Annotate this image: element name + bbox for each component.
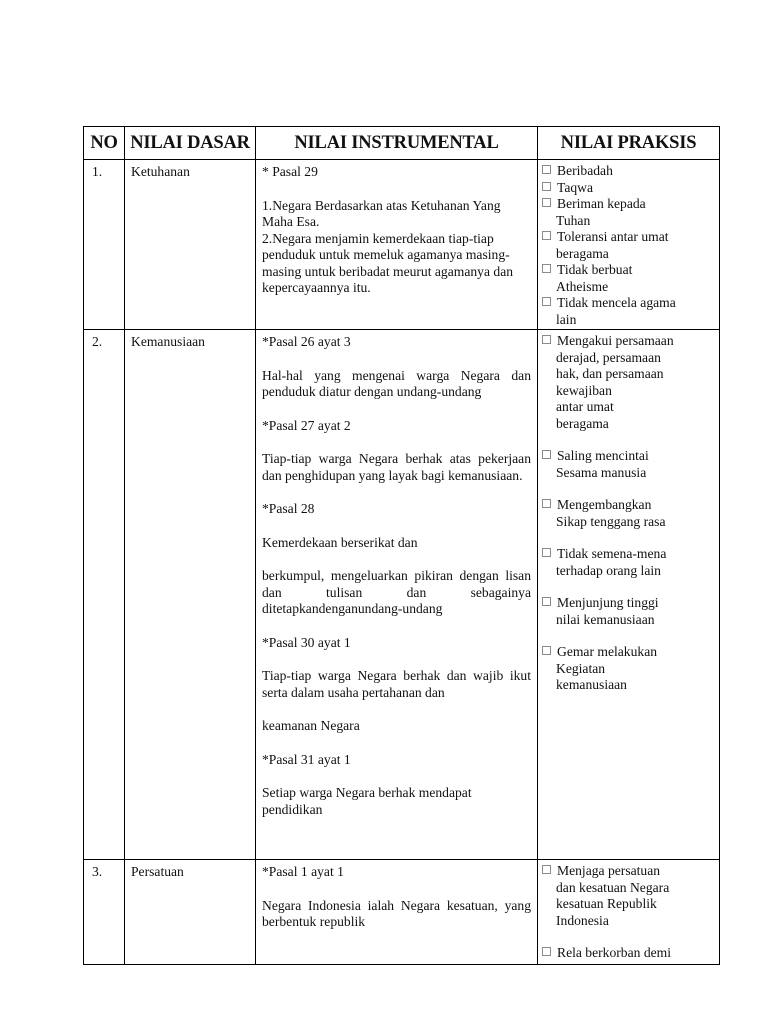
instrumental-text: berkumpul, mengeluarkan pikiran dengan lisan dan tulisan dan sebagainya bbox=[262, 568, 531, 600]
instrumental-text: keamanan Negara bbox=[262, 718, 360, 733]
list-item: Taqwa bbox=[542, 180, 715, 197]
list-item: Menjaga persatuan dan kesatuan Negara kesatuan Republik Indonesia bbox=[542, 863, 715, 929]
list-item: Tidak mencela agama lain bbox=[542, 295, 715, 328]
checkbox-bullet-icon bbox=[542, 335, 551, 344]
pasal-heading: * Pasal 29 bbox=[262, 164, 318, 179]
list-item: Tidak semena-mena terhadap orang lain bbox=[542, 546, 715, 579]
pasal-heading: *Pasal 30 ayat 1 bbox=[262, 634, 351, 650]
checkbox-bullet-icon bbox=[542, 198, 551, 207]
checkbox-bullet-icon bbox=[542, 297, 551, 306]
table-row bbox=[84, 160, 720, 330]
instrumental-text: 2.Negara menjamin kemerdekaan tiap-tiap penduduk untuk memeluk agamanya masing-masing untuk beribadat meurut agamanya dan kepercayaannya itu. bbox=[262, 230, 514, 295]
header-no: NO bbox=[84, 127, 125, 160]
row-number: 1. bbox=[84, 160, 125, 330]
instrumental-text: ditetapkandenganundang-undang bbox=[262, 601, 443, 616]
pasal-heading: *Pasal 26 ayat 3 bbox=[262, 334, 351, 349]
nilai-dasar-cell: Persatuan bbox=[125, 860, 256, 965]
instrumental-text: Negara Indonesia ialah Negara kesatuan, yang berbentuk republik bbox=[262, 897, 531, 929]
checkbox-bullet-icon bbox=[542, 182, 551, 191]
nilai-instrumental-cell bbox=[256, 160, 538, 330]
checkbox-bullet-icon bbox=[542, 231, 551, 240]
checkbox-bullet-icon bbox=[542, 165, 551, 174]
list-item: Beriman kepada Tuhan bbox=[542, 196, 715, 229]
checkbox-bullet-icon bbox=[542, 548, 551, 557]
list-item: Beribadah bbox=[542, 163, 715, 180]
row-number: 2. bbox=[84, 330, 125, 860]
instrumental-text: Setiap warga Negara berhak mendapat pendidikan bbox=[262, 785, 472, 817]
list-item: Tidak berbuat Atheisme bbox=[542, 262, 715, 295]
header-nilai-instrumental: NILAI INSTRUMENTAL bbox=[256, 127, 538, 160]
checkbox-bullet-icon bbox=[542, 499, 551, 508]
header-nilai-praksis: NILAI PRAKSIS bbox=[538, 127, 720, 160]
checkbox-bullet-icon bbox=[542, 597, 551, 606]
nilai-dasar-cell: Kemanusiaan bbox=[125, 330, 256, 860]
nilai-instrumental-cell bbox=[256, 330, 538, 860]
list-item: Saling mencintai Sesama manusia bbox=[542, 448, 715, 481]
checkbox-bullet-icon bbox=[542, 264, 551, 273]
nilai-dasar-cell: Ketuhanan bbox=[125, 160, 256, 330]
checkbox-bullet-icon bbox=[542, 450, 551, 459]
nilai-instrumental-cell bbox=[256, 860, 538, 965]
instrumental-text: Hal-hal yang mengenai warga Negara dan penduduk diatur dengan undang-undang bbox=[262, 367, 531, 399]
checkbox-bullet-icon bbox=[542, 865, 551, 874]
pasal-heading: *Pasal 1 ayat 1 bbox=[262, 864, 344, 879]
nilai-praksis-cell bbox=[538, 160, 720, 330]
header-row bbox=[84, 127, 720, 160]
instrumental-text: Tiap-tiap warga Negara berhak dan wajib ikut serta dalam usaha pertahanan dan bbox=[262, 668, 531, 700]
list-item: Menjunjung tinggi nilai kemanusiaan bbox=[542, 595, 715, 628]
header-nilai-dasar: NILAI DASAR bbox=[125, 127, 256, 160]
pasal-heading: *Pasal 27 ayat 2 bbox=[262, 417, 351, 433]
list-item: Mengakui persamaan derajad, persamaan hak, dan persamaan kewajiban antar umat beragama bbox=[542, 333, 715, 432]
instrumental-text: 1.Negara Berdasarkan atas Ketuhanan Yang Maha Esa. bbox=[262, 197, 501, 229]
row-number: 3. bbox=[84, 860, 125, 965]
checkbox-bullet-icon bbox=[542, 646, 551, 655]
nilai-praksis-cell bbox=[538, 330, 720, 860]
list-item: Rela berkorban demi bbox=[542, 945, 715, 962]
checkbox-bullet-icon bbox=[542, 947, 551, 956]
pasal-heading: *Pasal 28 bbox=[262, 501, 315, 516]
instrumental-text: Tiap-tiap warga Negara berhak atas pekerjaan dan penghidupan yang layak bagi kemanusiaan. bbox=[262, 451, 531, 483]
list-item: Gemar melakukan Kegiatan kemanusiaan bbox=[542, 644, 715, 694]
table-row bbox=[84, 330, 720, 860]
nilai-table bbox=[83, 126, 720, 965]
instrumental-text: Kemerdekaan berserikat dan bbox=[262, 534, 418, 550]
pasal-heading: *Pasal 31 ayat 1 bbox=[262, 751, 351, 767]
table-row bbox=[84, 860, 720, 965]
nilai-praksis-cell bbox=[538, 860, 720, 965]
list-item: Mengembangkan Sikap tenggang rasa bbox=[542, 497, 715, 530]
list-item: Toleransi antar umat beragama bbox=[542, 229, 715, 262]
